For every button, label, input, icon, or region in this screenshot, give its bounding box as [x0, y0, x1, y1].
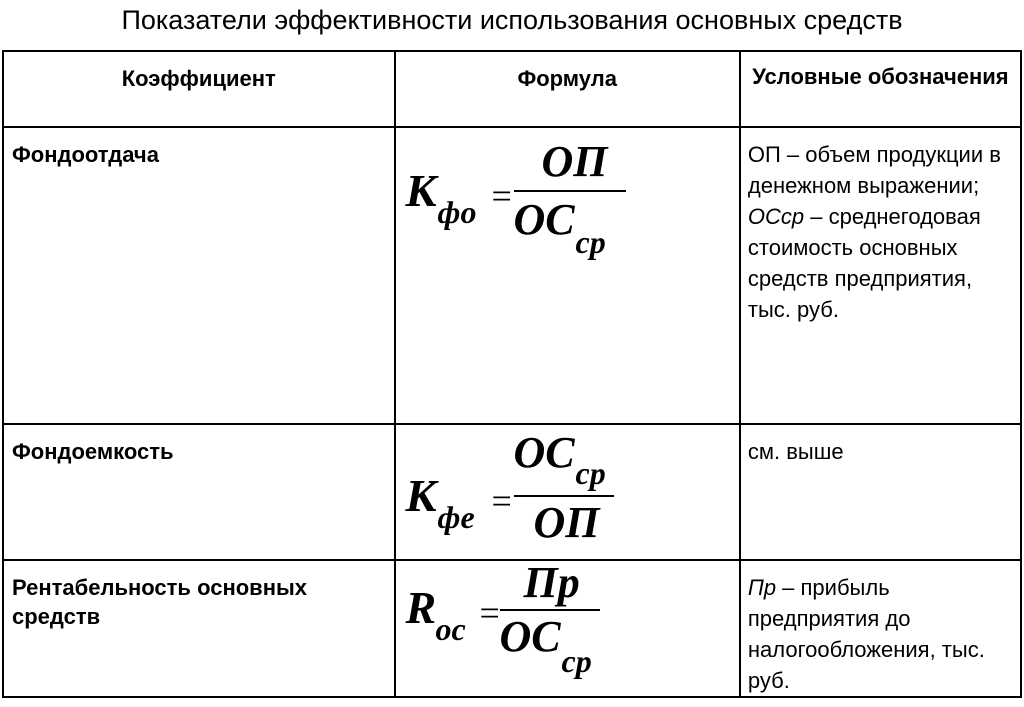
table-row	[3, 560, 1021, 697]
header-coefficient: Коэффициент	[3, 51, 395, 127]
notation-cell	[740, 127, 1021, 424]
table-row	[3, 127, 1021, 424]
coefficient-name: Рентабельность основных средств	[12, 575, 308, 629]
notation-text: ОП – объем продукции в денежном выражении; ОСср – среднегодовая стоимость основных средств предприятия, тыс. руб.	[747, 142, 1001, 322]
formula-cell	[395, 424, 740, 560]
efficiency-indicators-table	[2, 50, 1022, 698]
formula-cell	[395, 127, 740, 424]
notation-cell	[740, 560, 1021, 697]
formula-fondoemkost: К фе = ОС ср ОП	[396, 425, 740, 561]
coefficient-cell	[3, 424, 395, 560]
notation-text: см. выше	[747, 439, 844, 464]
coefficient-cell	[3, 560, 395, 697]
table-row	[3, 424, 1021, 560]
coefficient-name: Фондоотдача	[12, 142, 159, 167]
coefficient-name: Фондоемкость	[12, 439, 174, 464]
formula-rentabelnost: R ос = Пр ОС ср	[396, 561, 740, 696]
table-header-row	[3, 51, 1021, 127]
notation-text: Пр – прибыль предприятия до налогообложения, тыс. руб.	[747, 575, 985, 693]
fraction-bar	[514, 495, 614, 497]
notation-cell	[740, 424, 1021, 560]
formula-cell	[395, 560, 740, 697]
page-title: Показатели эффективности использования основных средств	[121, 5, 903, 35]
formula-fondootdacha: К фо = ОП ОС ср	[396, 128, 740, 425]
header-formula: Формула	[395, 51, 740, 127]
fraction-bar	[514, 190, 626, 192]
header-notation: Условные обозначения	[740, 51, 1021, 127]
fraction-bar	[500, 609, 600, 611]
coefficient-cell	[3, 127, 395, 424]
